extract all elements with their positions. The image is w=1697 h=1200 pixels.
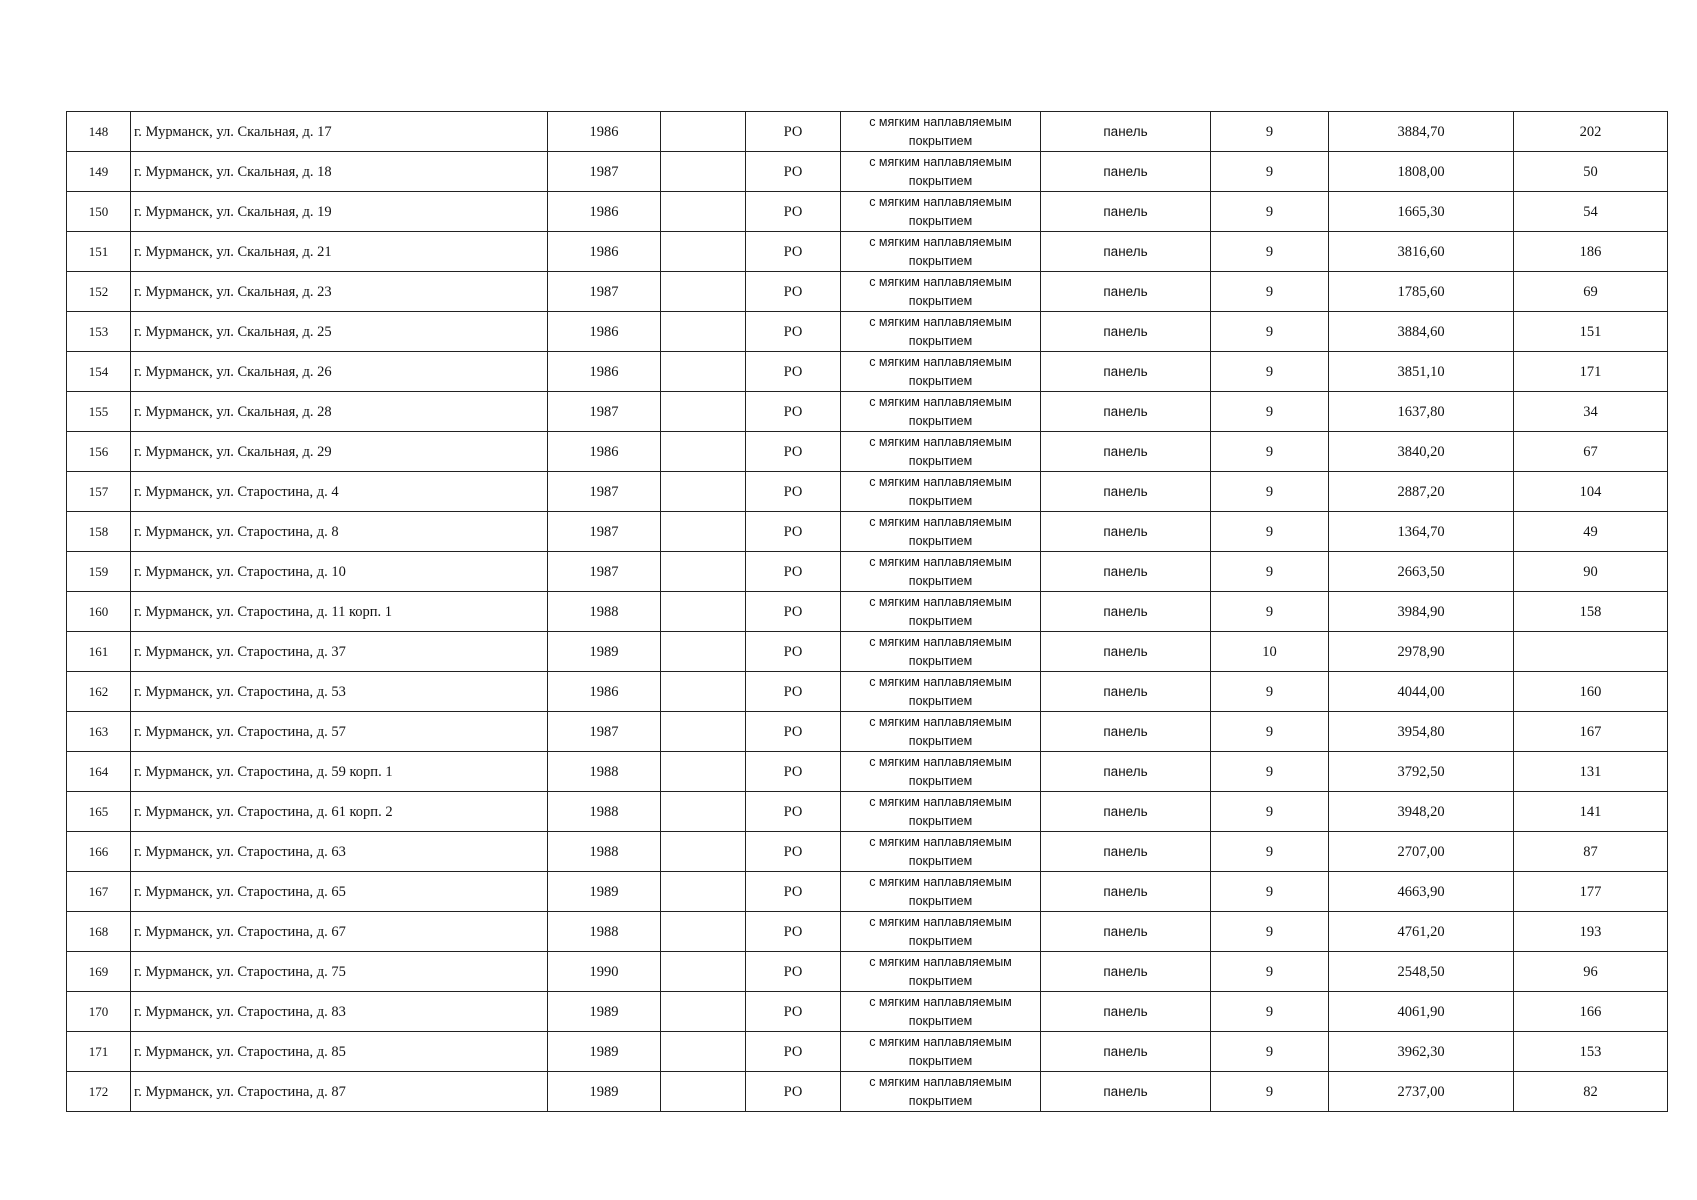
area-cell: 3962,30 [1329,1032,1514,1072]
year-cell: 1988 [548,592,661,632]
table-row [67,152,1668,192]
count-cell: 49 [1514,512,1668,552]
address-cell: г. Мурманск, ул. Старостина, д. 75 [131,952,548,992]
count-cell: 131 [1514,752,1668,792]
table-row [67,432,1668,472]
empty-cell [661,872,746,912]
roof-type-cell: с мягким наплавляемым покрытием [841,152,1041,192]
table-row [67,632,1668,672]
roof-type-cell: с мягким наплавляемым покрытием [841,912,1041,952]
area-cell: 3792,50 [1329,752,1514,792]
address-cell: г. Мурманск, ул. Скальная, д. 18 [131,152,548,192]
count-cell [1514,632,1668,672]
address-cell: г. Мурманск, ул. Старостина, д. 83 [131,992,548,1032]
count-cell: 153 [1514,1032,1668,1072]
row-number-cell: 168 [67,912,131,952]
count-cell: 34 [1514,392,1668,432]
org-cell: РО [746,952,841,992]
wall-material-cell: панель [1041,512,1211,552]
empty-cell [661,1032,746,1072]
table-row [67,992,1668,1032]
floors-cell: 9 [1211,192,1329,232]
wall-material-cell: панель [1041,672,1211,712]
row-number-cell: 149 [67,152,131,192]
year-cell: 1988 [548,832,661,872]
wall-material-cell: панель [1041,192,1211,232]
year-cell: 1986 [548,112,661,152]
org-cell: РО [746,192,841,232]
wall-material-cell: панель [1041,912,1211,952]
roof-type-cell: с мягким наплавляемым покрытием [841,1072,1041,1112]
address-cell: г. Мурманск, ул. Старостина, д. 57 [131,712,548,752]
count-cell: 104 [1514,472,1668,512]
area-cell: 1808,00 [1329,152,1514,192]
year-cell: 1988 [548,752,661,792]
row-number-cell: 167 [67,872,131,912]
floors-cell: 9 [1211,112,1329,152]
area-cell: 2887,20 [1329,472,1514,512]
year-cell: 1987 [548,272,661,312]
org-cell: РО [746,672,841,712]
org-cell: РО [746,112,841,152]
floors-cell: 9 [1211,552,1329,592]
floors-cell: 9 [1211,1032,1329,1072]
floors-cell: 10 [1211,632,1329,672]
empty-cell [661,512,746,552]
year-cell: 1986 [548,352,661,392]
roof-type-cell: с мягким наплавляемым покрытием [841,672,1041,712]
year-cell: 1986 [548,232,661,272]
roof-type-cell: с мягким наплавляемым покрытием [841,352,1041,392]
row-number-cell: 160 [67,592,131,632]
table-row [67,1072,1668,1112]
area-cell: 1785,60 [1329,272,1514,312]
year-cell: 1989 [548,632,661,672]
table-row [67,512,1668,552]
roof-type-cell: с мягким наплавляемым покрытием [841,632,1041,672]
row-number-cell: 156 [67,432,131,472]
floors-cell: 9 [1211,992,1329,1032]
wall-material-cell: панель [1041,272,1211,312]
floors-cell: 9 [1211,512,1329,552]
row-number-cell: 164 [67,752,131,792]
empty-cell [661,552,746,592]
year-cell: 1987 [548,712,661,752]
empty-cell [661,352,746,392]
count-cell: 167 [1514,712,1668,752]
wall-material-cell: панель [1041,392,1211,432]
row-number-cell: 158 [67,512,131,552]
floors-cell: 9 [1211,832,1329,872]
empty-cell [661,392,746,432]
address-cell: г. Мурманск, ул. Скальная, д. 23 [131,272,548,312]
area-cell: 2737,00 [1329,1072,1514,1112]
org-cell: РО [746,872,841,912]
address-cell: г. Мурманск, ул. Скальная, д. 29 [131,432,548,472]
org-cell: РО [746,992,841,1032]
table-row [67,192,1668,232]
table-row [67,1032,1668,1072]
row-number-cell: 165 [67,792,131,832]
count-cell: 177 [1514,872,1668,912]
table-row [67,392,1668,432]
area-cell: 3851,10 [1329,352,1514,392]
roof-type-cell: с мягким наплавляемым покрытием [841,192,1041,232]
table-row [67,832,1668,872]
row-number-cell: 155 [67,392,131,432]
address-cell: г. Мурманск, ул. Старостина, д. 65 [131,872,548,912]
table-row [67,952,1668,992]
empty-cell [661,112,746,152]
table-row [67,272,1668,312]
area-cell: 2978,90 [1329,632,1514,672]
roof-type-cell: с мягким наплавляемым покрытием [841,872,1041,912]
floors-cell: 9 [1211,792,1329,832]
count-cell: 141 [1514,792,1668,832]
address-cell: г. Мурманск, ул. Старостина, д. 10 [131,552,548,592]
org-cell: РО [746,832,841,872]
roof-type-cell: с мягким наплавляемым покрытием [841,592,1041,632]
address-cell: г. Мурманск, ул. Старостина, д. 59 корп. 1 [131,752,548,792]
year-cell: 1989 [548,1072,661,1112]
empty-cell [661,632,746,672]
row-number-cell: 152 [67,272,131,312]
wall-material-cell: панель [1041,352,1211,392]
year-cell: 1987 [548,392,661,432]
wall-material-cell: панель [1041,552,1211,592]
floors-cell: 9 [1211,392,1329,432]
empty-cell [661,592,746,632]
area-cell: 3948,20 [1329,792,1514,832]
count-cell: 193 [1514,912,1668,952]
roof-type-cell: с мягким наплавляемым покрытием [841,112,1041,152]
count-cell: 82 [1514,1072,1668,1112]
org-cell: РО [746,512,841,552]
row-number-cell: 172 [67,1072,131,1112]
empty-cell [661,232,746,272]
row-number-cell: 154 [67,352,131,392]
org-cell: РО [746,912,841,952]
roof-type-cell: с мягким наплавляемым покрытием [841,552,1041,592]
year-cell: 1986 [548,312,661,352]
count-cell: 90 [1514,552,1668,592]
count-cell: 202 [1514,112,1668,152]
year-cell: 1986 [548,432,661,472]
row-number-cell: 159 [67,552,131,592]
count-cell: 87 [1514,832,1668,872]
floors-cell: 9 [1211,952,1329,992]
year-cell: 1990 [548,952,661,992]
row-number-cell: 150 [67,192,131,232]
empty-cell [661,472,746,512]
address-cell: г. Мурманск, ул. Старостина, д. 63 [131,832,548,872]
row-number-cell: 151 [67,232,131,272]
roof-type-cell: с мягким наплавляемым покрытием [841,392,1041,432]
wall-material-cell: панель [1041,792,1211,832]
empty-cell [661,272,746,312]
org-cell: РО [746,792,841,832]
empty-cell [661,152,746,192]
floors-cell: 9 [1211,232,1329,272]
wall-material-cell: панель [1041,992,1211,1032]
org-cell: РО [746,392,841,432]
floors-cell: 9 [1211,672,1329,712]
wall-material-cell: панель [1041,632,1211,672]
row-number-cell: 157 [67,472,131,512]
address-cell: г. Мурманск, ул. Скальная, д. 17 [131,112,548,152]
wall-material-cell: панель [1041,592,1211,632]
floors-cell: 9 [1211,912,1329,952]
wall-material-cell: панель [1041,752,1211,792]
floors-cell: 9 [1211,712,1329,752]
floors-cell: 9 [1211,1072,1329,1112]
org-cell: РО [746,472,841,512]
empty-cell [661,912,746,952]
area-cell: 3884,70 [1329,112,1514,152]
org-cell: РО [746,152,841,192]
empty-cell [661,432,746,472]
area-cell: 1364,70 [1329,512,1514,552]
count-cell: 160 [1514,672,1668,712]
empty-cell [661,712,746,752]
table-row [67,792,1668,832]
year-cell: 1989 [548,992,661,1032]
empty-cell [661,192,746,232]
wall-material-cell: панель [1041,232,1211,272]
wall-material-cell: панель [1041,1032,1211,1072]
row-number-cell: 170 [67,992,131,1032]
address-cell: г. Мурманск, ул. Старостина, д. 4 [131,472,548,512]
empty-cell [661,1072,746,1112]
address-cell: г. Мурманск, ул. Старостина, д. 53 [131,672,548,712]
address-cell: г. Мурманск, ул. Скальная, д. 19 [131,192,548,232]
wall-material-cell: панель [1041,472,1211,512]
roof-type-cell: с мягким наплавляемым покрытием [841,232,1041,272]
year-cell: 1987 [548,512,661,552]
year-cell: 1988 [548,792,661,832]
floors-cell: 9 [1211,312,1329,352]
floors-cell: 9 [1211,152,1329,192]
address-cell: г. Мурманск, ул. Скальная, д. 26 [131,352,548,392]
org-cell: РО [746,752,841,792]
table-row [67,232,1668,272]
row-number-cell: 166 [67,832,131,872]
table-row [67,752,1668,792]
address-cell: г. Мурманск, ул. Старостина, д. 8 [131,512,548,552]
org-cell: РО [746,272,841,312]
floors-cell: 9 [1211,432,1329,472]
area-cell: 4761,20 [1329,912,1514,952]
address-cell: г. Мурманск, ул. Старостина, д. 85 [131,1032,548,1072]
count-cell: 186 [1514,232,1668,272]
roof-type-cell: с мягким наплавляемым покрытием [841,752,1041,792]
org-cell: РО [746,352,841,392]
area-cell: 4663,90 [1329,872,1514,912]
floors-cell: 9 [1211,752,1329,792]
area-cell: 3840,20 [1329,432,1514,472]
count-cell: 69 [1514,272,1668,312]
roof-type-cell: с мягким наплавляемым покрытием [841,832,1041,872]
wall-material-cell: панель [1041,112,1211,152]
table-row [67,472,1668,512]
empty-cell [661,752,746,792]
table-row [67,712,1668,752]
address-cell: г. Мурманск, ул. Скальная, д. 28 [131,392,548,432]
year-cell: 1987 [548,472,661,512]
table-row [67,672,1668,712]
floors-cell: 9 [1211,592,1329,632]
area-cell: 3816,60 [1329,232,1514,272]
year-cell: 1989 [548,872,661,912]
year-cell: 1989 [548,1032,661,1072]
roof-type-cell: с мягким наплавляемым покрытием [841,272,1041,312]
area-cell: 3954,80 [1329,712,1514,752]
count-cell: 54 [1514,192,1668,232]
table-row [67,312,1668,352]
wall-material-cell: панель [1041,712,1211,752]
area-cell: 2707,00 [1329,832,1514,872]
roof-type-cell: с мягким наплавляемым покрытием [841,512,1041,552]
org-cell: РО [746,432,841,472]
org-cell: РО [746,1072,841,1112]
empty-cell [661,672,746,712]
roof-type-cell: с мягким наплавляемым покрытием [841,312,1041,352]
count-cell: 67 [1514,432,1668,472]
org-cell: РО [746,232,841,272]
table-row [67,592,1668,632]
org-cell: РО [746,552,841,592]
empty-cell [661,312,746,352]
row-number-cell: 153 [67,312,131,352]
wall-material-cell: панель [1041,952,1211,992]
org-cell: РО [746,712,841,752]
roof-type-cell: с мягким наплавляемым покрытием [841,472,1041,512]
count-cell: 151 [1514,312,1668,352]
area-cell: 3984,90 [1329,592,1514,632]
table-row [67,912,1668,952]
wall-material-cell: панель [1041,832,1211,872]
row-number-cell: 162 [67,672,131,712]
floors-cell: 9 [1211,352,1329,392]
count-cell: 158 [1514,592,1668,632]
row-number-cell: 171 [67,1032,131,1072]
empty-cell [661,792,746,832]
housing-register-table [66,111,1668,1112]
count-cell: 50 [1514,152,1668,192]
org-cell: РО [746,632,841,672]
org-cell: РО [746,312,841,352]
address-cell: г. Мурманск, ул. Старостина, д. 11 корп. 1 [131,592,548,632]
table-row [67,872,1668,912]
org-cell: РО [746,592,841,632]
roof-type-cell: с мягким наплавляемым покрытием [841,792,1041,832]
floors-cell: 9 [1211,272,1329,312]
table-row [67,552,1668,592]
count-cell: 96 [1514,952,1668,992]
year-cell: 1987 [548,152,661,192]
wall-material-cell: панель [1041,872,1211,912]
year-cell: 1988 [548,912,661,952]
wall-material-cell: панель [1041,1072,1211,1112]
address-cell: г. Мурманск, ул. Скальная, д. 25 [131,312,548,352]
row-number-cell: 161 [67,632,131,672]
wall-material-cell: панель [1041,152,1211,192]
table-row [67,112,1668,152]
address-cell: г. Мурманск, ул. Старостина, д. 87 [131,1072,548,1112]
roof-type-cell: с мягким наплавляемым покрытием [841,432,1041,472]
empty-cell [661,832,746,872]
area-cell: 2548,50 [1329,952,1514,992]
area-cell: 2663,50 [1329,552,1514,592]
empty-cell [661,952,746,992]
count-cell: 166 [1514,992,1668,1032]
table-body [67,112,1668,1112]
floors-cell: 9 [1211,472,1329,512]
area-cell: 1665,30 [1329,192,1514,232]
roof-type-cell: с мягким наплавляемым покрытием [841,952,1041,992]
roof-type-cell: с мягким наплавляемым покрытием [841,1032,1041,1072]
address-cell: г. Мурманск, ул. Старостина, д. 61 корп. 2 [131,792,548,832]
year-cell: 1986 [548,192,661,232]
area-cell: 4044,00 [1329,672,1514,712]
row-number-cell: 169 [67,952,131,992]
table-row [67,352,1668,392]
area-cell: 4061,90 [1329,992,1514,1032]
empty-cell [661,992,746,1032]
wall-material-cell: панель [1041,432,1211,472]
address-cell: г. Мурманск, ул. Старостина, д. 67 [131,912,548,952]
roof-type-cell: с мягким наплавляемым покрытием [841,712,1041,752]
row-number-cell: 163 [67,712,131,752]
area-cell: 3884,60 [1329,312,1514,352]
wall-material-cell: панель [1041,312,1211,352]
row-number-cell: 148 [67,112,131,152]
year-cell: 1987 [548,552,661,592]
roof-type-cell: с мягким наплавляемым покрытием [841,992,1041,1032]
address-cell: г. Мурманск, ул. Скальная, д. 21 [131,232,548,272]
area-cell: 1637,80 [1329,392,1514,432]
address-cell: г. Мурманск, ул. Старостина, д. 37 [131,632,548,672]
floors-cell: 9 [1211,872,1329,912]
year-cell: 1986 [548,672,661,712]
org-cell: РО [746,1032,841,1072]
count-cell: 171 [1514,352,1668,392]
